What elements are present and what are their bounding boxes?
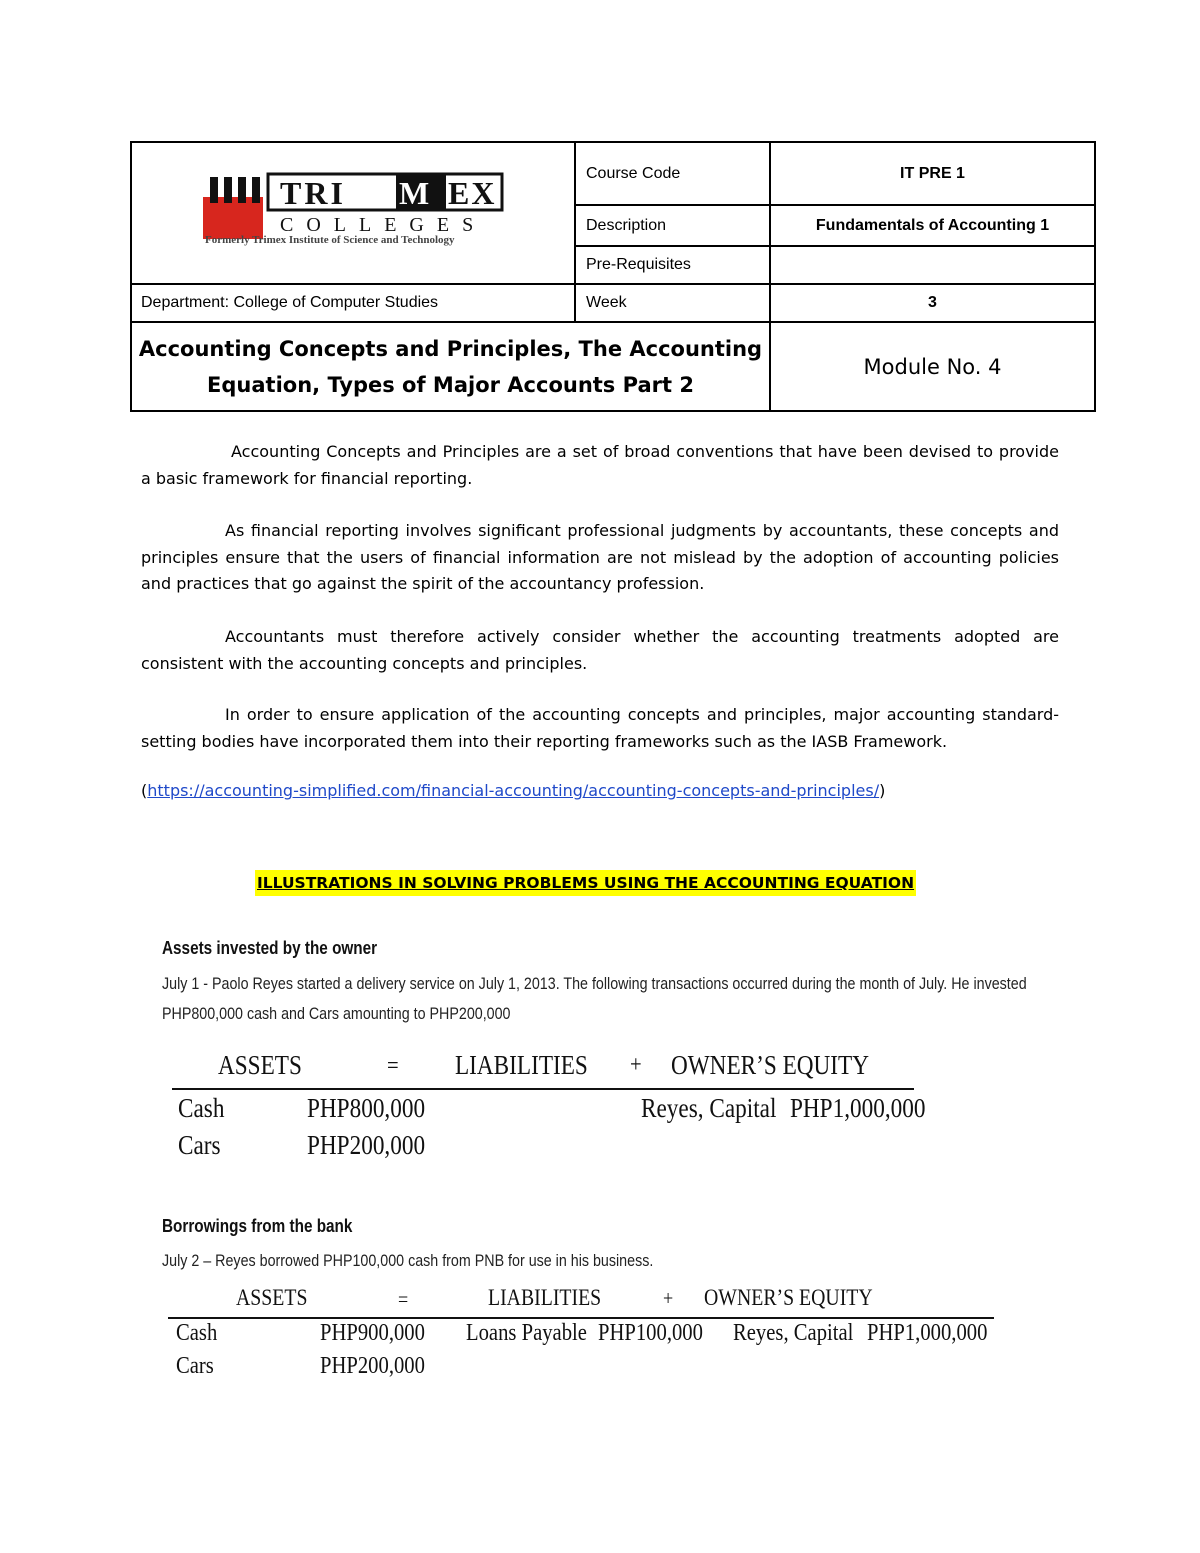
example2-row2-account: Cars <box>176 1353 214 1379</box>
example1-row1-amount: PHP800,000 <box>307 1093 426 1123</box>
logo-tagline: Formerly Trimex Institute of Science and Technology <box>205 234 455 246</box>
course-code-label: Course Code <box>586 164 681 182</box>
example2-assets-header: ASSETS <box>236 1285 308 1310</box>
example1-row1-equity-amount: PHP1,000,000 <box>790 1093 926 1123</box>
svg-text:EX: EX <box>448 175 497 211</box>
module-title-line2: Equation, Types of Major Accounts Part 2 <box>207 372 694 397</box>
example1-row2-account: Cars <box>178 1130 221 1160</box>
svg-text:TRI: TRI <box>280 175 346 211</box>
module-title-line1: Accounting Concepts and Principles, The Accounting <box>138 336 763 361</box>
example2-row1-account: Cash <box>176 1320 218 1346</box>
prerequisites-value <box>771 247 1094 283</box>
example2-title: Borrowings from the bank <box>162 1216 353 1236</box>
example1-title: Assets invested by the owner <box>162 938 378 958</box>
example2-plus: + <box>663 1286 674 1310</box>
example2-row2-amount: PHP200,000 <box>320 1353 425 1379</box>
example1-liabilities-header: LIABILITIES <box>455 1050 588 1080</box>
week-label: Week <box>586 294 627 311</box>
description-value: Fundamentals of Accounting 1 <box>815 216 1050 234</box>
department-label: Department: College of Computer Studies <box>141 294 439 311</box>
example1-assets-header: ASSETS <box>218 1050 302 1080</box>
svg-text:M: M <box>399 175 431 211</box>
example2-row1-equity-account: Reyes, Capital <box>733 1320 854 1346</box>
module-number: Module No. 4 <box>863 354 1002 379</box>
example1-equity-header: OWNER’S EQUITY <box>671 1050 869 1080</box>
example1-row2-amount: PHP200,000 <box>307 1130 426 1160</box>
paragraph-2: As financial reporting involves significant professional judgments by accountants, these concepts and principles ensure that the users of financial information are not mislead by the adoption of accounting policies and practices that go against the spirit of the accountancy profession. <box>141 521 1059 593</box>
source-link[interactable]: https://accounting-simplified.com/financial-accounting/accounting-concepts-and-principles/ <box>147 781 880 800</box>
example1-row1-equity-account: Reyes, Capital <box>641 1093 777 1123</box>
course-code-value: IT PRE 1 <box>900 164 965 182</box>
svg-text:COLLEGES: COLLEGES <box>280 214 487 236</box>
example1-rule <box>172 1088 914 1090</box>
example2-row1-amount: PHP900,000 <box>320 1320 425 1346</box>
example2-equity-header: OWNER’S EQUITY <box>704 1285 873 1310</box>
paragraph-1: Accounting Concepts and Principles are a set of broad conventions that have been devised to provide a basic framework for financial reporting. <box>141 442 1059 488</box>
description-label: Description <box>586 216 667 234</box>
example1-row1-account: Cash <box>178 1093 225 1123</box>
paragraph-3: Accountants must therefore actively consider whether the accounting treatments adopted are consistent with the accounting concepts and principles. <box>141 627 1059 673</box>
example2-liabilities-header: LIABILITIES <box>488 1285 602 1310</box>
example1-equals: = <box>387 1053 399 1079</box>
prerequisites-label: Pre-Requisites <box>586 256 691 273</box>
example1-description-line2: PHP800,000 cash and Cars amounting to PHP200,000 <box>162 1004 511 1023</box>
week-value: 3 <box>928 294 937 311</box>
example1-description-line1: July 1 - Paolo Reyes started a delivery service on July 1, 2013. The following transactions occurred during the month of July. He invested <box>162 974 1027 993</box>
source-link-line: (https://accounting-simplified.com/financial-accounting/accounting-concepts-and-principles/) <box>141 781 886 800</box>
example2-equals: = <box>398 1287 409 1311</box>
example2-row1-liability-account: Loans Payable <box>466 1320 587 1346</box>
example2-description: July 2 – Reyes borrowed PHP100,000 cash from PNB for use in his business. <box>162 1251 654 1270</box>
example2-row1-equity-amount: PHP1,000,000 <box>867 1320 988 1346</box>
paragraph-4: In order to ensure application of the accounting concepts and principles, major accounting standard-setting bodies have incorporated them into their reporting frameworks such as the IASB Framework. <box>141 705 1059 751</box>
example2-rule <box>168 1317 994 1319</box>
illustrations-heading: ILLUSTRATIONS IN SOLVING PROBLEMS USING THE ACCOUNTING EQUATION <box>255 870 916 896</box>
module-title <box>132 323 769 410</box>
example2-row1-liability-amount: PHP100,000 <box>598 1320 703 1346</box>
example1-plus: + <box>630 1052 642 1078</box>
